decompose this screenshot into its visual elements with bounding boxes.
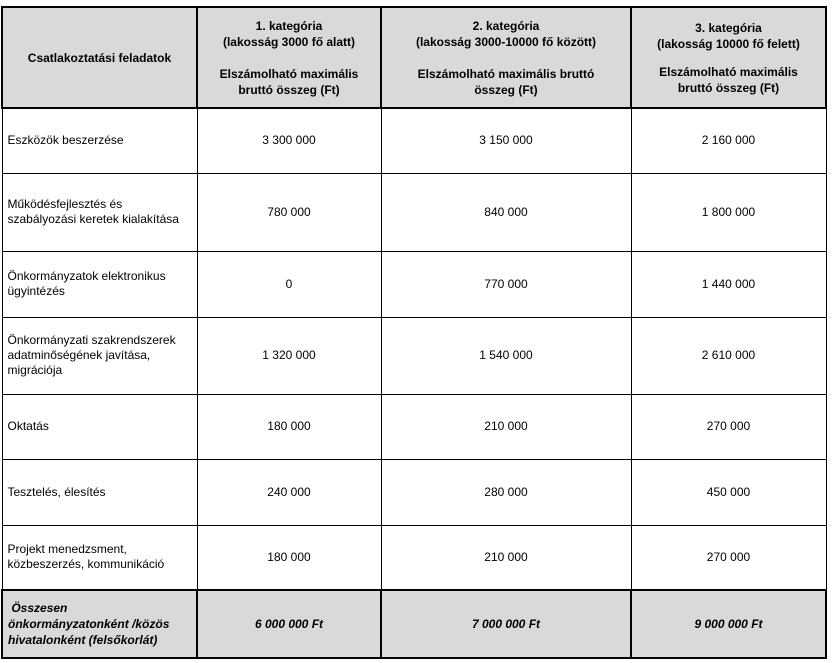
value-cell: 1 440 000: [631, 251, 826, 317]
value-cell: 1 320 000: [197, 317, 381, 394]
category-2-population: (lakosság 3000-10000 fő között): [415, 34, 597, 49]
row-label-line: Oktatás: [7, 419, 49, 433]
category-3-amount-label-line1: Elszámolható maximális: [659, 64, 798, 79]
category-2-amount-label-line2: összeg (Ft): [474, 82, 538, 97]
total-value: 9 000 000 Ft: [631, 590, 826, 658]
category-1-amount-label-line1: Elszámolható maximális: [219, 66, 359, 81]
category-1-population: (lakosság 3000 fő alatt): [222, 34, 356, 49]
category-1-header: [197, 7, 381, 108]
category-1-amount-label-line2: bruttó összeg (Ft): [238, 82, 340, 97]
value-cell: 2 160 000: [631, 108, 826, 173]
table-row: [2, 173, 826, 251]
row-label: [2, 173, 197, 251]
category-3-name: 3. kategória: [695, 20, 762, 35]
category-3-amount-label-line2: bruttó összeg (Ft): [677, 80, 780, 95]
row-label: [2, 459, 197, 525]
row-label-line: Projekt menedzsment,: [7, 542, 127, 557]
value-cell: 1 800 000: [631, 173, 826, 251]
value-cell: 280 000: [381, 459, 631, 525]
total-label: [2, 590, 197, 658]
category-3-header: [631, 7, 826, 108]
value-cell: 180 000: [197, 525, 381, 590]
row-label-line: Önkormányzatok elektronikus: [7, 269, 166, 283]
row-label-line: Eszközök beszerzése: [7, 133, 124, 148]
category-3-population: (lakosság 10000 fő felett): [657, 36, 800, 51]
value-cell: 3 150 000: [381, 108, 631, 173]
header-row: [2, 7, 826, 108]
category-2-header: [381, 7, 631, 108]
value-cell: 1 540 000: [381, 317, 631, 394]
total-value: 6 000 000 Ft: [197, 590, 381, 658]
row-label-line: Önkormányzati szakrendszerek: [7, 333, 176, 347]
task-column-header: [2, 7, 197, 108]
value-cell: 770 000: [381, 251, 631, 317]
task-column-title: Csatlakoztatási feladatok: [27, 50, 172, 65]
value-cell: 2 610 000: [631, 317, 826, 394]
total-value: 7 000 000 Ft: [381, 590, 631, 658]
row-label-line: Tesztelés, élesítés: [7, 484, 106, 499]
total-label-line: Összesen: [8, 601, 68, 615]
row-label-line: adatminőségének javítása,: [7, 348, 151, 362]
table-row: [2, 108, 826, 173]
table-row: [2, 251, 826, 317]
value-cell: 0: [197, 251, 381, 317]
value-cell: 780 000: [197, 173, 381, 251]
row-label: [2, 394, 197, 459]
row-label: [2, 317, 197, 394]
value-cell: 180 000: [197, 394, 381, 459]
total-row: [2, 590, 826, 658]
table-row: [2, 394, 826, 459]
row-label-line: ügyintézés: [7, 284, 65, 298]
table-row: [2, 317, 826, 394]
total-label-line: hivatalonként (felsőkorlát): [8, 633, 158, 647]
row-label-line: Működésfejlesztés és: [7, 197, 123, 211]
row-label: [2, 251, 197, 317]
row-label-line: migrációja: [7, 363, 63, 377]
value-cell: 270 000: [631, 525, 826, 590]
category-2-name: 2. kategória: [472, 18, 540, 33]
value-cell: 3 300 000: [197, 108, 381, 173]
row-label-line: szabályozási keretek kialakítása: [7, 212, 179, 226]
value-cell: 840 000: [381, 173, 631, 251]
value-cell: 450 000: [631, 459, 826, 525]
row-label-line: közbeszerzés, kommunikáció: [7, 557, 165, 572]
category-1-name: 1. kategória: [255, 18, 323, 33]
value-cell: 240 000: [197, 459, 381, 525]
cost-table: [1, 6, 827, 659]
row-label: [2, 108, 197, 173]
table-row: [2, 525, 826, 590]
value-cell: 270 000: [631, 394, 826, 459]
table-row: [2, 459, 826, 525]
value-cell: 210 000: [381, 394, 631, 459]
total-label-line: önkormányzatonként /közös: [8, 617, 170, 631]
value-cell: 210 000: [381, 525, 631, 590]
row-label: [2, 525, 197, 590]
category-2-amount-label-line1: Elszámolható maximális bruttó: [417, 66, 595, 81]
